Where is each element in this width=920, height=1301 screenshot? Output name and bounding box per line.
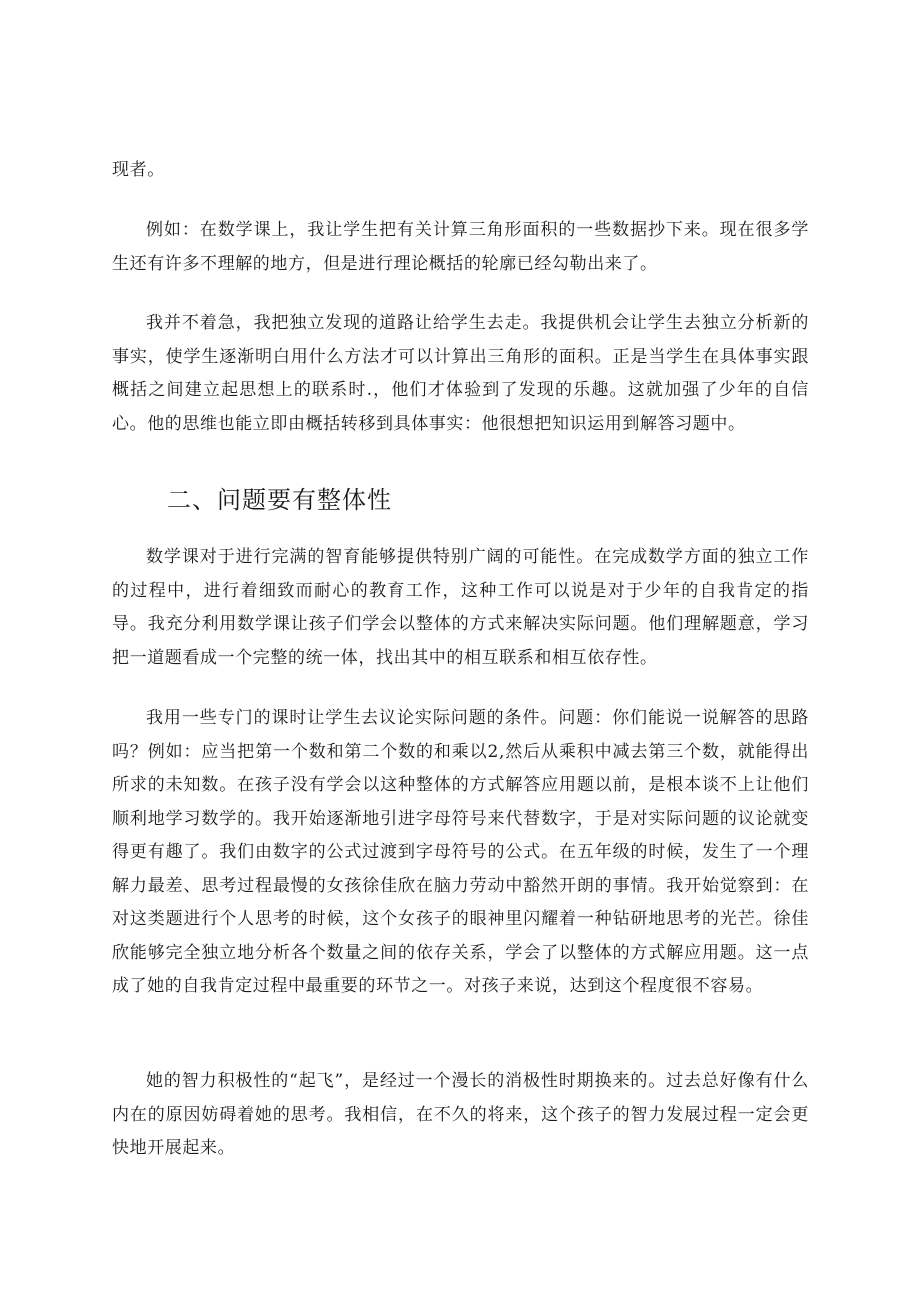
paragraph-example-triangle: 例如：在数学课上，我让学生把有关计算三角形面积的一些数据抄下来。现在很多学生还有许多不理解的地方，但是进行理论概括的轮廓已经勾勒出来了。: [112, 220, 809, 274]
paragraph-continuation: 现者。: [112, 160, 165, 180]
paragraph-discussion-problems: 我用一些专门的课时让学生去议论实际问题的条件。问题：你们能说一说解答的思路吗？例如：应当把第一个数和第二个数的和乘以2,然后从乘积中减去第三个数，就能得出所求的未知数。在孩子没有学会以这种整体的方式解答应用题以前，是根本谈不上让他们顺利地学习数学的。我开始逐渐地引进字母符号来代替数字，于是对实际问题的议论就变得更有趣了。我们由数字的公式过渡到字母符号的公式。在五年级的时候，发生了一个理解力最差、思考过程最慢的女孩徐佳欣在脑力劳动中豁然开朗的事情。我开始觉察到：在对这类题进行个人思考的时候，这个女孩子的眼神里闪耀着一种钻研地思考的光芒。徐佳欣能够完全独立地分析各个数量之间的依存关系，学会了以整体的方式解应用题。这一点成了她的自我肯定过程中最重要的环节之一。对孩子来说，达到这个程度很不容易。: [112, 708, 809, 996]
paragraph-intellectual-takeoff: 她的智力积极性的“起飞”，是经过一个漫长的消极性时期换来的。过去总好像有什么内在的原因妨碍着她的思考。我相信，在不久的将来，这个孩子的智力发展过程一定会更快地开展起来。: [112, 1071, 809, 1158]
section-heading: 二、问题要有整体性: [167, 486, 392, 514]
paragraph-independent-discovery: 我并不着急，我把独立发现的道路让给学生去走。我提供机会让学生去独立分析新的事实，使学生逐渐明白用什么方法才可以计算出三角形的面积。正是当学生在具体事实跟概括之间建立起思想上的联系时.，他们才体验到了发现的乐趣。这就加强了少年的自信心。他的思维也能立即由概括转移到具体事实：他很想把知识运用到解答习题中。: [112, 313, 809, 434]
paragraph-math-class: 数学课对于进行完满的智育能够提供特别广阔的可能性。在完成数学方面的独立工作的过程中，进行着细致而耐心的教育工作，这种工作可以说是对于少年的自我肯定的指导。我充分利用数学课让孩子们学会以整体的方式来解决实际问题。他们理解题意，学习把一道题看成一个完整的统一体，找出其中的相互联系和相互依存性。: [112, 547, 809, 668]
